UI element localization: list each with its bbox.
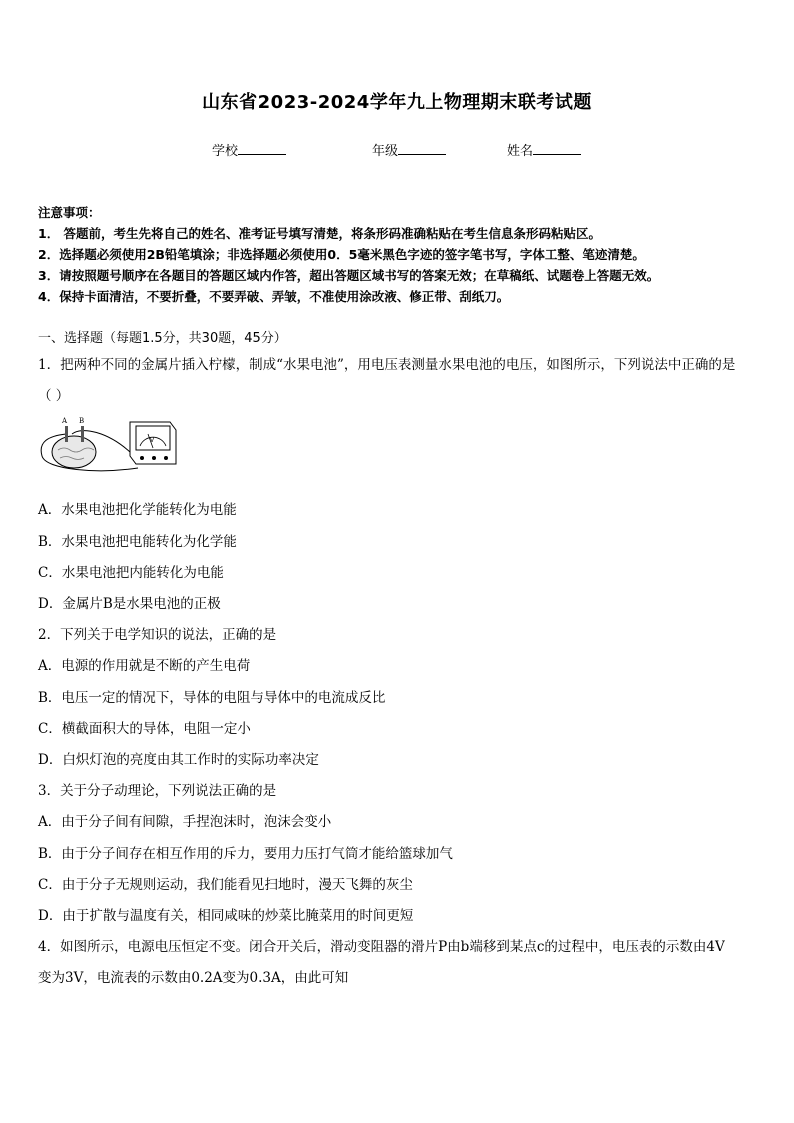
note-item: 2．选择题必须使用2B铅笔填涂；非选择题必须使用0．5毫米黑色字迹的签字笔书写，字体工整、笔迹清楚。 — [38, 247, 645, 262]
name-blank[interactable] — [533, 142, 581, 155]
note-item: 3．请按照题号顺序在各题目的答题区域内作答，超出答题区域书写的答案无效；在草稿纸、试题卷上答题无效。 — [38, 268, 660, 283]
grade-label: 年级 — [372, 144, 399, 159]
terminal-icon — [140, 456, 144, 460]
q3-option-d[interactable]: D．由于扩散与温度有关，相同咸味的炒菜比腌菜用的时间更短 — [38, 908, 414, 924]
q2-stem: 2．下列关于电学知识的说法，正确的是 — [38, 627, 277, 643]
name-label: 姓名 — [507, 144, 534, 159]
plate-label-a: A — [62, 417, 68, 425]
q1-stem-line2: （ ） — [38, 388, 70, 404]
metal-plate-b — [81, 426, 84, 442]
q3-stem: 3．关于分子动理论，下列说法正确的是 — [38, 783, 277, 799]
meter-label: V — [150, 437, 155, 444]
q3-option-c[interactable]: C．由于分子无规则运动，我们能看见扫地时，漫天飞舞的灰尘 — [38, 877, 413, 893]
section-heading: 一、选择题（每题1.5分，共30题，45分） — [38, 331, 287, 346]
school-label: 学校 — [212, 144, 239, 159]
metal-plate-a — [65, 426, 68, 442]
terminal-icon — [164, 456, 168, 460]
exam-title: 山东省2023-2024学年九上物理期末联考试题 — [202, 92, 592, 113]
q2-option-c[interactable]: C．横截面积大的导体，电阻一定小 — [38, 721, 251, 737]
q1-option-a[interactable]: A．水果电池把化学能转化为电能 — [38, 502, 237, 518]
plate-label-b: B — [79, 417, 85, 425]
notes-heading: 注意事项： — [38, 205, 101, 220]
q1-option-d[interactable]: D．金属片B是水果电池的正极 — [38, 596, 221, 612]
fruit-battery-figure — [38, 412, 178, 474]
q3-option-b[interactable]: B．由于分子间存在相互作用的斥力，要用力压打气筒才能给篮球加气 — [38, 846, 453, 862]
grade-blank[interactable] — [398, 142, 446, 155]
q4-stem-line1: 4．如图所示，电源电压恒定不变。闭合开关后，滑动变阻器的滑片P由b端移到某点c的过程中，电压表的示数由4V — [38, 939, 725, 955]
note-item: 4．保持卡面清洁，不要折叠，不要弄破、弄皱，不准使用涂改液、修正带、刮纸刀。 — [38, 289, 510, 304]
q1-option-b[interactable]: B．水果电池把电能转化为化学能 — [38, 534, 237, 550]
q2-option-b[interactable]: B．电压一定的情况下，导体的电阻与导体中的电流成反比 — [38, 690, 386, 706]
terminal-icon — [152, 456, 156, 460]
q1-option-c[interactable]: C．水果电池把内能转化为电能 — [38, 565, 224, 581]
name-field[interactable] — [507, 140, 581, 159]
q1-stem-line1: 1．把两种不同的金属片插入柠檬，制成“水果电池”，用电压表测量水果电池的电压，如图所示，下列说法中正确的是 — [38, 357, 736, 373]
q4-stem-line2: 变为3V，电流表的示数由0.2A变为0.3A，由此可知 — [38, 970, 349, 986]
q2-option-d[interactable]: D．白炽灯泡的亮度由其工作时的实际功率决定 — [38, 752, 319, 768]
note-item: 1． 答题前，考生先将自己的姓名、准考证号填写清楚，将条形码准确粘贴在考生信息条形码粘贴区。 — [38, 226, 602, 241]
q3-option-a[interactable]: A．由于分子间有间隙，手捏泡沫时，泡沫会变小 — [38, 814, 332, 830]
q2-option-a[interactable]: A．电源的作用就是不断的产生电荷 — [38, 658, 251, 674]
school-blank[interactable] — [238, 142, 286, 155]
school-field[interactable] — [212, 140, 286, 159]
grade-field[interactable] — [372, 140, 446, 159]
